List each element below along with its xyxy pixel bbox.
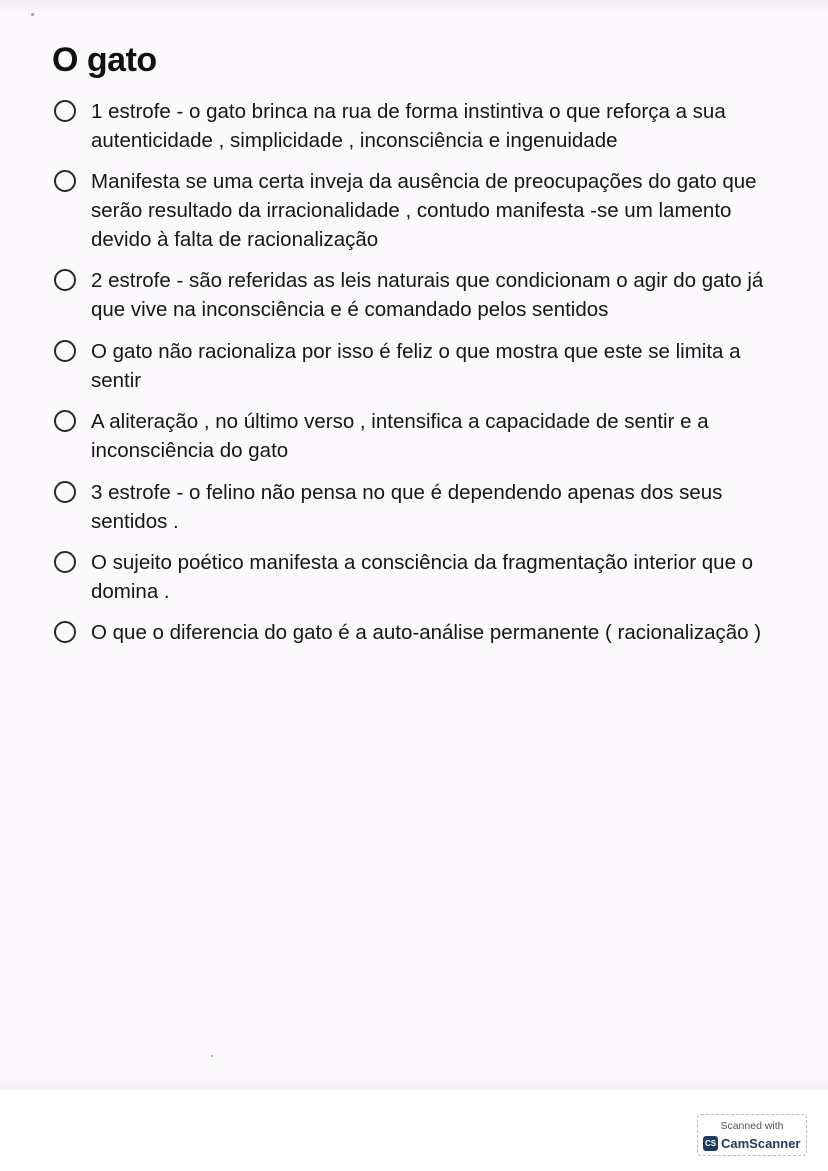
list-item <box>54 167 784 254</box>
list-item <box>54 266 784 324</box>
radio-circle-icon[interactable] <box>54 170 76 192</box>
list-item <box>54 548 784 606</box>
list-item-text: A aliteração , no último verso , intensifica a capacidade de sentir e a inconsciência do gato <box>91 410 709 462</box>
scan-speck <box>211 1055 213 1057</box>
list-item <box>54 618 784 647</box>
scan-speck <box>31 13 34 16</box>
watermark-caption: Scanned with <box>720 1120 784 1132</box>
list-item <box>54 478 784 536</box>
radio-circle-icon[interactable] <box>54 100 76 122</box>
radio-circle-icon[interactable] <box>54 410 76 432</box>
list-item-text: O gato não racionaliza por isso é feliz o que mostra que este se limita a sentir <box>91 340 741 392</box>
list-item-text: O que o diferencia do gato é a auto-análise permanente ( racionalização ) <box>91 621 762 644</box>
list-item-text: Manifesta se uma certa inveja da ausência de preocupações do gato que serão resultado da irracionalidade , contudo manifesta -se um lamento devido à falta de racionalização <box>91 170 757 251</box>
radio-circle-icon[interactable] <box>54 551 76 573</box>
camscanner-logo-icon: CS <box>703 1136 718 1151</box>
list-item-text: 3 estrofe - o felino não pensa no que é dependendo apenas dos seus sentidos . <box>91 481 723 533</box>
page-bottom-shadow <box>0 1078 828 1090</box>
list-item-text: 1 estrofe - o gato brinca na rua de forma instintiva o que reforça a sua autenticidade , simplicidade , inconsciência e ingenuidade <box>91 100 726 152</box>
list-item-text: 2 estrofe - são referidas as leis naturais que condicionam o agir do gato já que vive na inconsciência e é comandado pelos sentidos <box>91 269 764 321</box>
list-item <box>54 407 784 465</box>
list-item-text: O sujeito poético manifesta a consciência da fragmentação interior que o domina . <box>91 551 754 603</box>
radio-circle-icon[interactable] <box>54 340 76 362</box>
camscanner-watermark <box>697 1114 807 1156</box>
radio-circle-icon[interactable] <box>54 269 76 291</box>
watermark-brand: CamScanner <box>721 1136 801 1151</box>
radio-circle-icon[interactable] <box>54 621 76 643</box>
page-top-shadow <box>0 0 828 14</box>
radio-circle-icon[interactable] <box>54 481 76 503</box>
list-item <box>54 337 784 395</box>
list-item <box>54 97 784 155</box>
page-title: O gato <box>52 41 157 79</box>
